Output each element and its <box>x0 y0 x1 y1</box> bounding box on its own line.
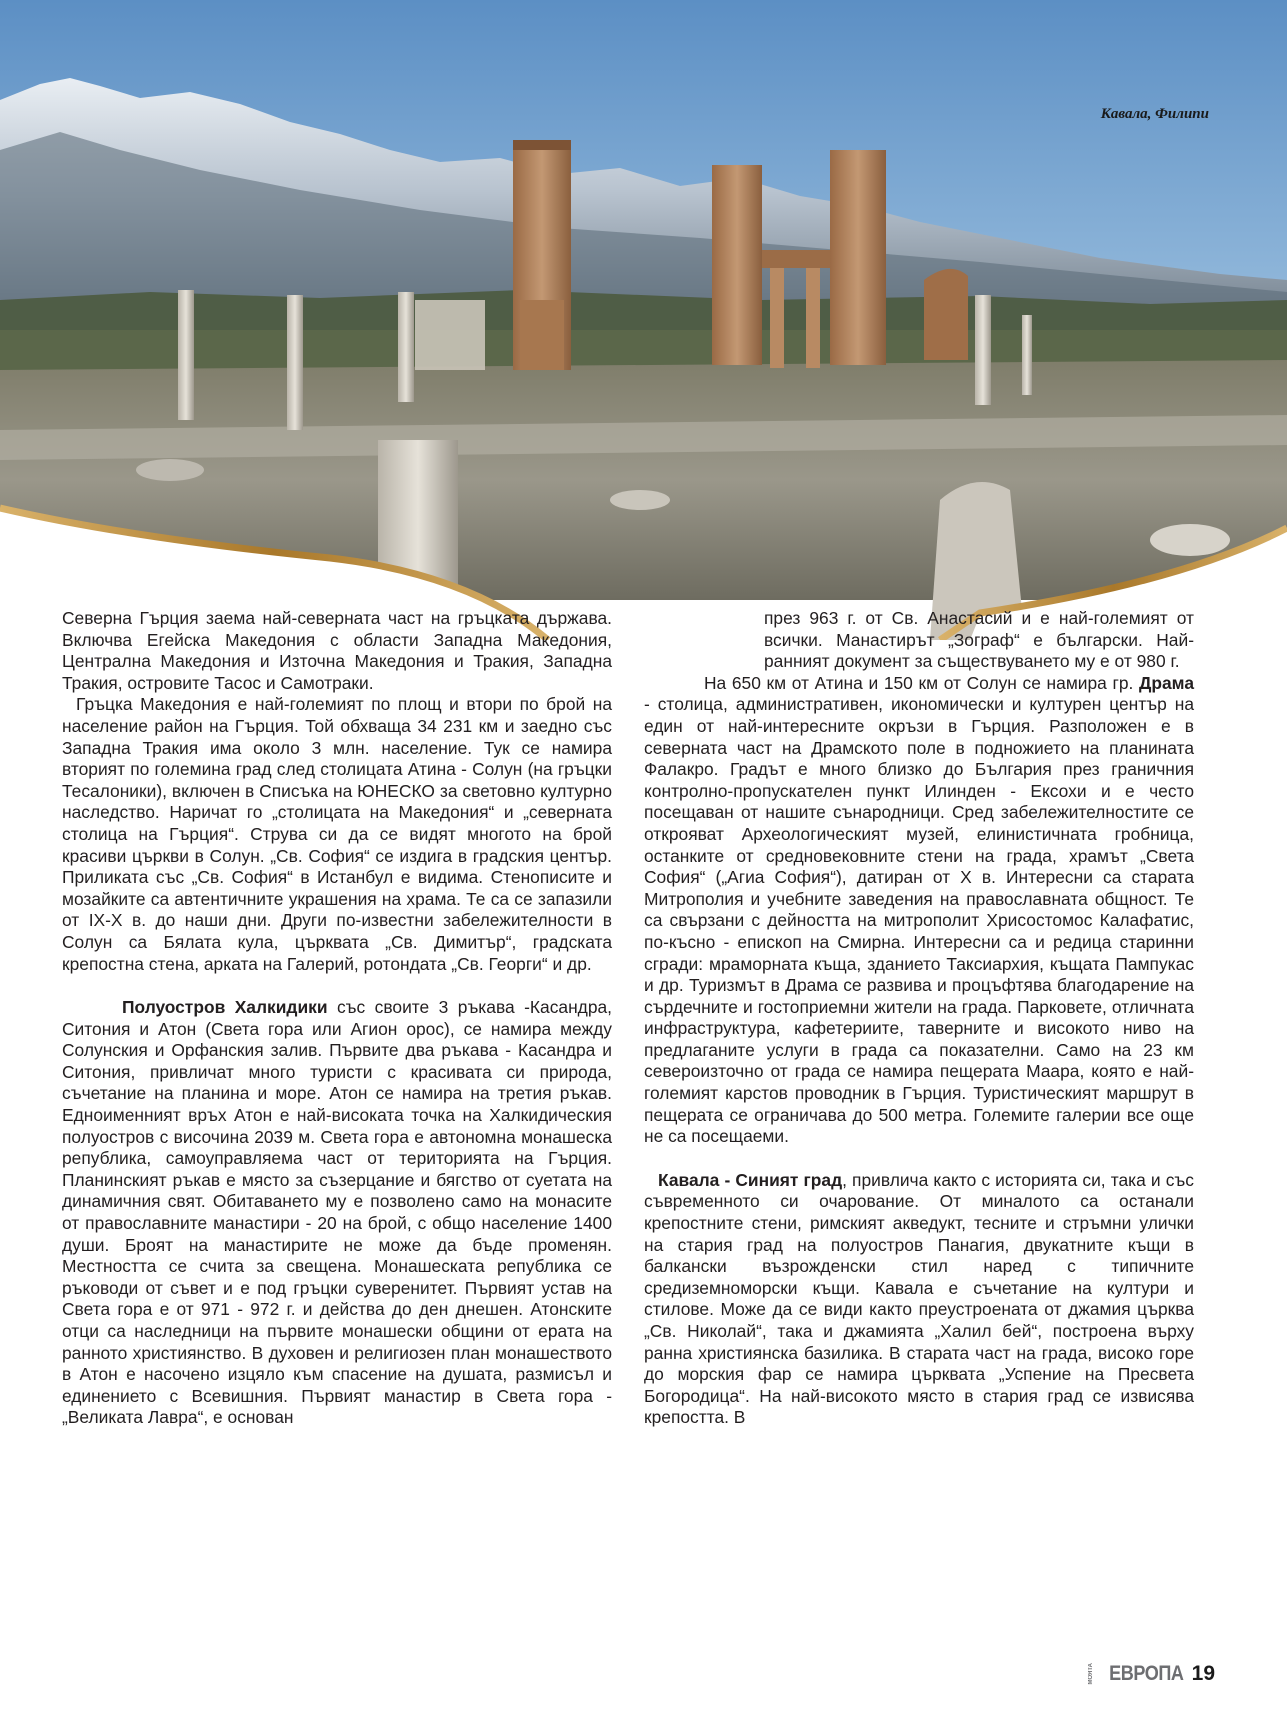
column-2 <box>287 295 303 430</box>
column-5 <box>1022 315 1032 395</box>
kavala-text: , привлича както с историята си, така и със съвременното си очарование. От миналото са останали крепостните стени, римският акведукт, тесните и стръмни улички на стария град на полуостров Панагия, двукатните къщи в балкански възрожденски стил наред с типичните средиземноморски къщи. Кавала е съчетание на култури и стилове. Може да се види както преустроената от джамия църква „Св. Николай“, така и джамията „Халил бей“, построена върху ранна християнска базилика. В старата част на града, високо горе до морския фар се намира църквата „Успение на Пресвета Богородица“. На най-високото място в стария град се извисява крепостта. В <box>644 1169 1194 1428</box>
intro-paragraph: Северна Гърция заема най-северната част на гръцката държава. Включва Егейска Македония с области Западна Македония, Централна Македония и Източна Македония и Тракия, Западна Тракия, островите Тасос и Самотраки. <box>62 608 612 693</box>
logo-main-text: ЕВРОПА <box>1109 1662 1184 1685</box>
left-text-column <box>62 608 612 1429</box>
halkidiki-heading: Полуостров Халкидики <box>122 997 328 1018</box>
page-number: 19 <box>1191 1662 1215 1685</box>
magazine-logo <box>1088 1662 1184 1686</box>
column-3 <box>398 292 414 402</box>
drama-text: - столица, административен, икономически и културен център на един от най-интересните окръзи в Гърция. Разположен е в северната част на Драмското поле в подножието на планината Фалакро. Градът е много близко до България през граничния контролно-пропускателен пункт Илинден - Ексохи и е често посещаван от нашите сънародници. Сред забележителностите се открояват Археологическият музей, елинистичната гробница, останките от средновековните стени на града, храмът „Света София“ („Агиа София“), датиран от X в. Интересни са старата Митрополия и учебните заведения на православната общност. Те са свързани с дейността на митрополит Хрисостомос Калафатис, по-късно - епископ на Смирна. Интересни са и редица старинни сгради: мраморната къща, зданието Таксиархия, къщата Пампукас и др. Туризмът в Драма се развива и процъфтява благодарение на сърдечните и гостоприемни жители на града. Парковете, отличната инфраструктура, кафетериите, тавернитe и високото ниво на предлаганите услуги в града са показателни. Само на 23 км североизточно от града се намира пещерата Маара, която е най-големият карстов проводник в Гърция. Туристическият маршрут в пещерата се ограничава до 500 метра. Големите галерии все още не са посещаеми. <box>644 694 1194 1147</box>
photo-caption: Кавала, Филипи <box>1100 106 1209 122</box>
ruins-landscape-image <box>0 0 1287 640</box>
logo-small-text: МОЯТА <box>1088 1663 1095 1685</box>
right-text-column <box>644 608 1194 1429</box>
column-4 <box>975 295 991 405</box>
kavala-heading: Кавала - Синият град <box>658 1169 843 1190</box>
kavala-paragraph <box>644 1170 1194 1429</box>
halkidiki-paragraph <box>62 997 612 1429</box>
halkidiki-text: със своите 3 ръкава -Касандра, Ситония и Атон (Света гора или Агион орос), се намира между Солунския и Орфанския залив. Първите два ръкава - Касандра и Ситония, привличат много туристи с красивата си природа, съчетание на планина и море. Атон се намира на третия ръкав. Едноименният връх Атон е най-високата точка на Халкидическия полуостров с височина 2039 м. Света гора е автономна монашеска република, самоуправляема част от територията на Гърция. Планинският ръкав е място за съзерцание и бягство от суетата на динамичния свят. Обитаването му е позволено само на монасите от православните манастири - 20 на брой, с общо население 1400 души. Броят на манастирите не може да бъде променян. Местността се счита за свещена. Монашеската република се ръководи от съвет и е под гръцки суверенитет. Първият устав на Света гора е от 971 - 972 г. и действа до ден днешен. Атонските отци са наследници на първите монашески общини от ерата на ранното християнство. В духовен и религиозен план монашеството в Атон е насочено изцяло към спасение на душата, размисъл и единението с Всевишния. Първият манастир в Света гора - „Великата Лавра“, е основан <box>62 997 613 1428</box>
column-1 <box>178 290 194 420</box>
brick-tower-left <box>513 140 571 370</box>
drama-intro: На 650 км от Атина и 150 км от Солун се намира гр. <box>704 672 1139 693</box>
drama-paragraph <box>644 673 1194 1148</box>
header-photo <box>0 0 1287 640</box>
athos-continuation-paragraph: през 963 г. от Св. Анастасий и е най-големият от всички. Манастирът „Зограф“ е български. Най-ранният документ за съществуването му е от 980 г. <box>764 608 1194 672</box>
page-footer <box>1088 1662 1215 1686</box>
macedonia-paragraph: Гръцка Македония е най-големият по площ и втори по брой на население район на Гърция. Той обхваща 34 231 км и заедно със Западна Тракия има около 3 млн. население. Тук се намира вторият по големина град след столицата Атина - Солун (на гръцки Тесалоники), включен в Списъка на ЮНЕСКО за световно културно наследство. Наричат го „столицата на Македония“ и „северната столица на Гърция“. Струва си да се видят многото на брой красиви църкви в Солун. „Св. София“ се издига в градския център. Приликата със „Св. София“ в Истанбул е видима. Стенописите и мозайките са автентичните украшения на храма. Те са се запазили от IX-X в. до наши дни. Други по-известни забележителности в Солун са Бялата кула, църквата „Св. Димитър“, градската крепостна стена, арката на Галерий, ротондата „Св. Георги“ и др. <box>62 694 612 974</box>
drama-heading: Драма <box>1139 672 1194 693</box>
brick-arch-right <box>924 269 968 360</box>
